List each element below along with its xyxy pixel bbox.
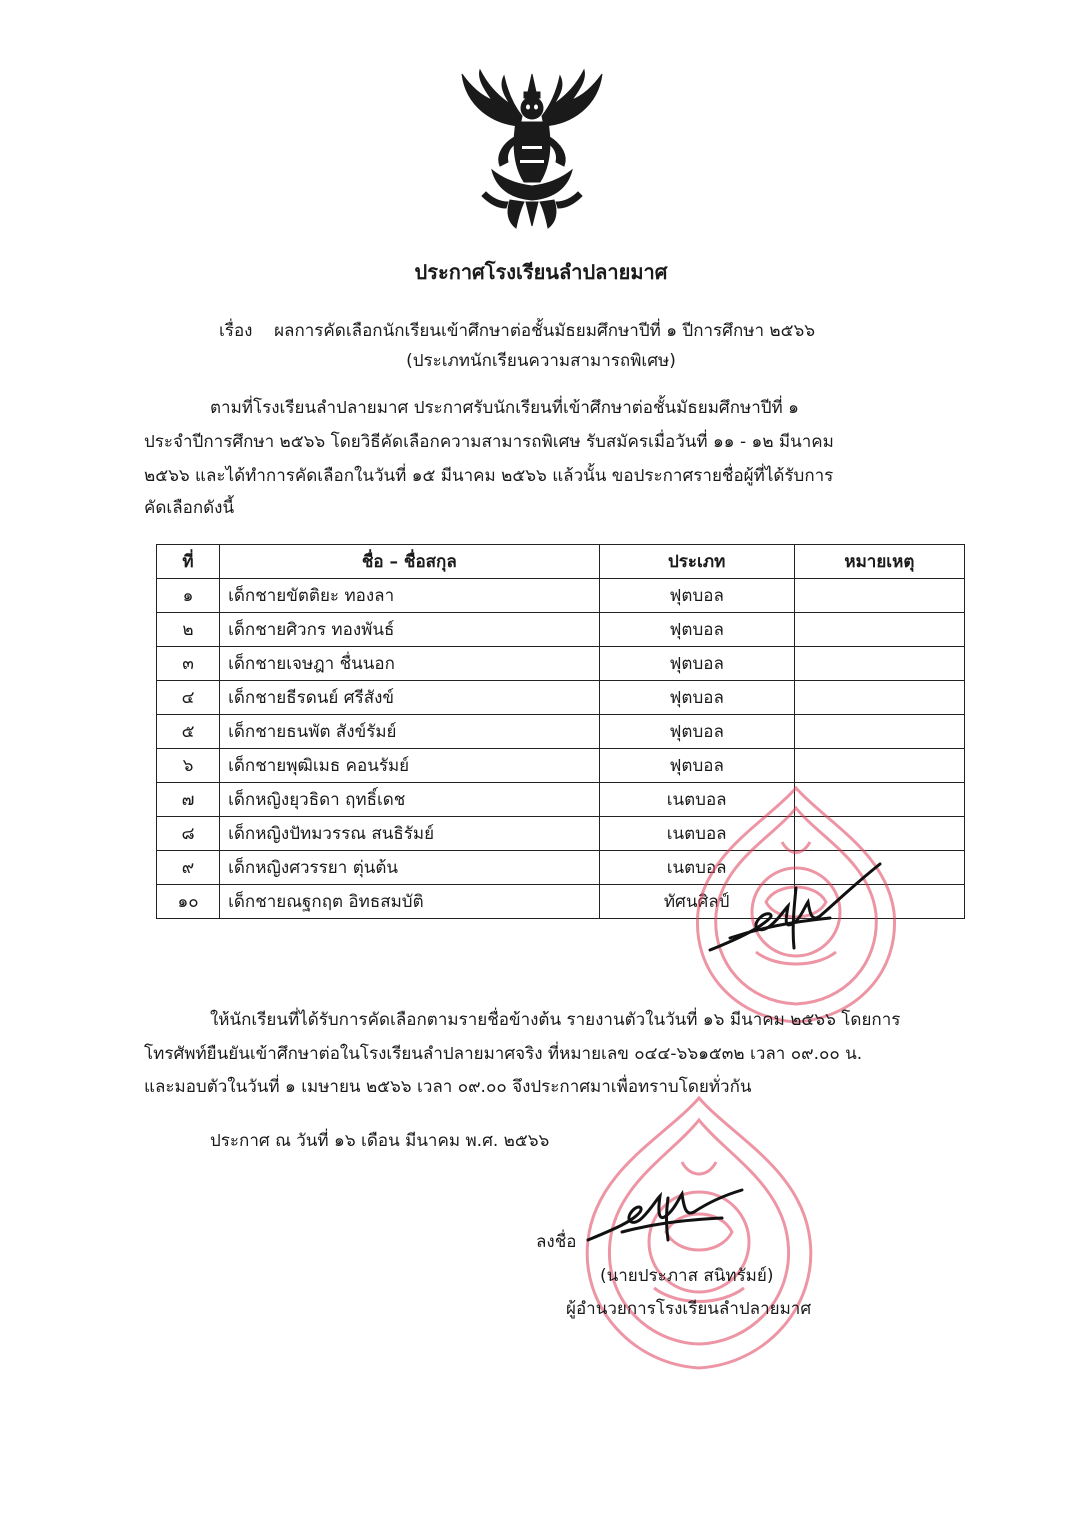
row-name: เด็กชายศิวกร ทองพันธ์ (220, 613, 599, 647)
row-name: เด็กหญิงยุวธิดา ฤทธิ์เดช (220, 783, 599, 817)
row-note (794, 681, 964, 715)
document-title: ประกาศโรงเรียนลำปลายมาศ (414, 260, 668, 284)
row-type: ฟุตบอล (599, 647, 794, 681)
table-row (157, 579, 965, 613)
table-header-row (157, 545, 965, 579)
row-no: ๒ (157, 613, 220, 647)
row-no: ๑ (157, 579, 220, 613)
row-no: ๗ (157, 783, 220, 817)
subject-subtitle: (ประเภทนักเรียนความสามารถพิเศษ) (406, 351, 676, 371)
row-type: ฟุตบอล (599, 681, 794, 715)
row-name: เด็กชายธีรดนย์ ศรีสังข์ (220, 681, 599, 715)
signature-label: ลงชื่อ (536, 1232, 577, 1252)
row-note (794, 749, 964, 783)
row-type: เนตบอล (599, 817, 794, 851)
row-name: เด็กชายขัตติยะ ทองลา (220, 579, 599, 613)
signature-mark-icon (582, 1182, 752, 1252)
row-name: เด็กหญิงปัทมวรรณ สนธิรัมย์ (220, 817, 599, 851)
table-row (157, 749, 965, 783)
row-note (794, 579, 964, 613)
row-type: ฟุตบอล (599, 715, 794, 749)
row-type: ฟุตบอล (599, 749, 794, 783)
closing-line-3: และมอบตัวในวันที่ ๑ เมษายน ๒๕๖๖ เวลา ๐๙.๐๐ จึงประกาศมาเพื่อทราบโดยทั่วกัน (144, 1077, 752, 1097)
header-note: หมายเหตุ (794, 545, 964, 579)
row-note (794, 715, 964, 749)
table-row (157, 681, 965, 715)
row-name: เด็กชายพุฒิเมธ คอนรัมย์ (220, 749, 599, 783)
subject-text: ผลการคัดเลือกนักเรียนเข้าศึกษาต่อชั้นมัธยมศึกษาปีที่ ๑ ปีการศึกษา ๒๕๖๖ (274, 321, 816, 341)
table-row (157, 613, 965, 647)
signature-mark-icon (700, 858, 890, 958)
row-type: ทัศนศิลป์ (599, 885, 794, 919)
row-no: ๑๐ (157, 885, 220, 919)
row-type: ฟุตบอล (599, 579, 794, 613)
intro-line-4: คัดเลือกดังนี้ (144, 498, 235, 518)
row-type: เนตบอล (599, 851, 794, 885)
closing-line-1: ให้นักเรียนที่ได้รับการคัดเลือกตามรายชื่อข้างต้น รายงานตัวในวันที่ ๑๖ มีนาคม ๒๕๖๖ โดยการ (210, 1010, 901, 1030)
intro-line-1: ตามที่โรงเรียนลำปลายมาศ ประกาศรับนักเรียนที่เข้าศึกษาต่อชั้นมัธยมศึกษาปีที่ ๑ (210, 398, 799, 418)
header-name: ชื่อ – ชื่อสกุล (220, 545, 599, 579)
row-no: ๖ (157, 749, 220, 783)
row-name: เด็กชายณฐกฤต อิทธสมบัติ (220, 885, 599, 919)
row-no: ๕ (157, 715, 220, 749)
subject-label: เรื่อง (219, 321, 253, 341)
table-row (157, 715, 965, 749)
row-no: ๔ (157, 681, 220, 715)
row-no: ๙ (157, 851, 220, 885)
garuda-emblem-icon (452, 66, 612, 232)
row-name: เด็กชายธนพัต สังข์รัมย์ (220, 715, 599, 749)
row-note (794, 613, 964, 647)
intro-line-2: ประจำปีการศึกษา ๒๕๖๖ โดยวิธีคัดเลือกความสามารถพิเศษ รับสมัครเมื่อวันที่ ๑๑ - ๑๒ มีนาคม (144, 432, 834, 452)
row-name: เด็กหญิงศวรรยา ตุ่นต้น (220, 851, 599, 885)
header-no: ที่ (157, 545, 220, 579)
header-type: ประเภท (599, 545, 794, 579)
row-no: ๘ (157, 817, 220, 851)
signer-name: (นายประภาส สนิทรัมย์) (600, 1266, 774, 1286)
row-name: เด็กชายเจษฎา ชื่นนอก (220, 647, 599, 681)
row-note (794, 647, 964, 681)
intro-line-3: ๒๕๖๖ และได้ทำการคัดเลือกในวันที่ ๑๕ มีนาคม ๒๕๖๖ แล้วนั้น ขอประกาศรายชื่อผู้ที่ได้รับการ (144, 466, 834, 486)
announcement-date: ประกาศ ณ วันที่ ๑๖ เดือน มีนาคม พ.ศ. ๒๕๖๖ (210, 1131, 550, 1151)
row-type: เนตบอล (599, 783, 794, 817)
signer-position: ผู้อำนวยการโรงเรียนลำปลายมาศ (566, 1299, 812, 1319)
subject-line (219, 317, 815, 344)
table-row (157, 647, 965, 681)
closing-line-2: โทรศัพท์ยืนยันเข้าศึกษาต่อในโรงเรียนลำปลายมาศจริง ที่หมายเลข ๐๔๔-๖๖๑๕๓๒ เวลา ๐๙.๐๐ น. (144, 1044, 863, 1064)
row-no: ๓ (157, 647, 220, 681)
row-type: ฟุตบอล (599, 613, 794, 647)
